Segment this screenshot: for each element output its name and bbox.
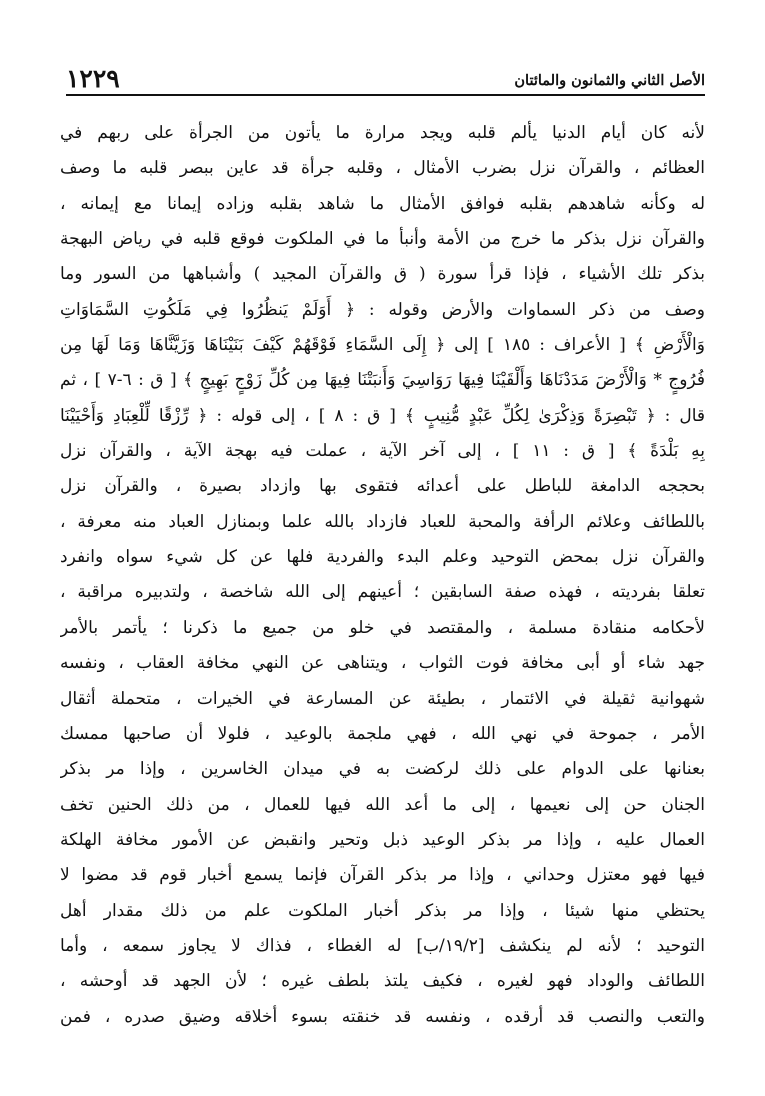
text-line: العمال عليه ، وإذا مر بذكر الوعيد ذبل وتحير وانقبض عن الأمور مخافة الهلكة xyxy=(60,829,705,850)
running-title: الأصل الثاني والثمانون والمائتان xyxy=(514,72,705,89)
text-line: يحتظي منها شيئا ، وإذا مر بذكر أخبار الملكوت علم من ذلك مقدار أهل xyxy=(60,900,705,921)
quran-verse-line: بِهِ بَلْدَةً ﴾ [ ق : ١١ ] ، إلى آخر الآية ، عملت فيه بهجة الآية ، والقرآن نزل xyxy=(60,441,705,462)
text-line: اللطائف والوداد فهو لغيره ، فكيف يلتذ بلطف غيره ؛ لأن الجهد قد أوحشه ، xyxy=(60,971,705,992)
text-line: بحججه الدامغة للباطل على أعدائه فتقوى بها وازداد بصيرة ، والقرآن نزل xyxy=(60,476,705,497)
text-line: التوحيد ؛ لأنه لم ينكشف [١٩/٢/ب] له الغطاء ، فذاك لا يجاوز سمعه ، وأما xyxy=(60,935,705,956)
text-line: تعلقا بفرديته ، فهذه صفة السابقين ؛ أعينهم إلى الله شاخصة ، ولتدبيره مراقبة ، xyxy=(60,582,705,603)
body-text xyxy=(60,116,705,1035)
text-line: والقرآن نزل بذكر ما خرج من الأمة وأنبأ ما في الملكوت فوقع قلبه في رياض البهجة xyxy=(60,229,705,250)
quran-verse-line: وَالْأَرْضِ ﴾ [ الأعراف : ١٨٥ ] إلى ﴿ إِلَى السَّمَاءِ فَوْقَهُمْ كَيْفَ بَنَيْنَاهَا وَزَيَّنَّاهَا وَمَا لَهَا مِن xyxy=(60,335,705,356)
text-line: له وكأنه شاهدهم بقلبه فوافق الأمثال ما شاهد بقلبه وزاده إيمانا مع إيمانه ، xyxy=(60,193,705,214)
page-header xyxy=(66,56,705,96)
quran-verse-line: فُرُوجٍ * وَالْأَرْضَ مَدَدْنَاهَا وَأَلْقَيْنَا فِيهَا رَوَاسِيَ وَأَنبَتْنَا فِيهَا مِن كُلِّ زَوْجٍ بَهِيجٍ ﴾ [ ق : ٦-٧ ] ، ثم xyxy=(60,370,705,391)
text-line: والقرآن نزل بمحض التوحيد وعلم البدء والفردية فلها عن كل شيء سواه وانفرد xyxy=(60,547,705,568)
text-line: بذكر تلك الأشياء ، فإذا قرأ سورة ( ق والقرآن المجيد ) وأشباهها من السور وما xyxy=(60,264,705,285)
text-line: جهد شاء أو أبى مخافة فوت الثواب ، ويتناهى عن النهي مخافة العقاب ، ونفسه xyxy=(60,653,705,674)
text-line: الأمر ، جموحة في نهي الله ، فهي ملجمة بالوعيد ، فلولا أن صاحبها ممسك xyxy=(60,723,705,744)
text-line: الجنان حن إلى نعيمها ، إلى ما أعد الله فيها للعمال ، من ذلك الحنين تخف xyxy=(60,794,705,815)
text-line: لأحكامه منقادة مسلمة ، والمقتصد في خلو من جميع ما ذكرنا ؛ يأتمر بالأمر xyxy=(60,617,705,638)
text-line: فيها فهو معتزل وحداني ، وإذا مر بذكر القرآن فإنما يسمع أخبار قوم قد مضوا لا xyxy=(60,865,705,886)
text-line: باللطائف وعلائم الرأفة والمحبة للعباد فازداد بالله علما وبمنازل العباد منه معرفة ، xyxy=(60,511,705,532)
text-line: العظائم ، والقرآن نزل بضرب الأمثال ، وقلبه جرأة قد عاين ببصر قلبه ما وصف xyxy=(60,158,705,179)
quran-verse-line: قال : ﴿ تَبْصِرَةً وَذِكْرَىٰ لِكُلِّ عَبْدٍ مُّنِيبٍ ﴾ [ ق : ٨ ] ، إلى قوله : ﴿ رِّزْقًا لِّلْعِبَادِ وَأَحْيَيْنَا xyxy=(60,405,705,426)
page-number: ١٢٢٩ xyxy=(66,64,120,93)
text-line: لأنه كان أيام الدنيا يألم قلبه ويجد مرارة ما يأتون من الجرأة على ربهم في xyxy=(60,123,705,143)
text-line: والتعب والنصب قد أرقده ، ونفسه قد خنقته بسوء أخلاقه وضيق صدره ، فمن xyxy=(60,1006,705,1027)
quran-verse-line: وصف من ذكر السماوات والأرض وقوله : ﴿ أَوَلَمْ يَنظُرُوا فِي مَلَكُوتِ السَّمَاوَاتِ xyxy=(60,299,705,320)
text-line: شهوانية ثقيلة في الائتمار ، بطيئة عن المسارعة في الخيرات ، متحملة أثقال xyxy=(60,688,705,709)
text-line: بعنانها على الدوام على ذلك لركضت به في ميدان الخاسرين ، وإذا مر بذكر xyxy=(60,759,705,780)
